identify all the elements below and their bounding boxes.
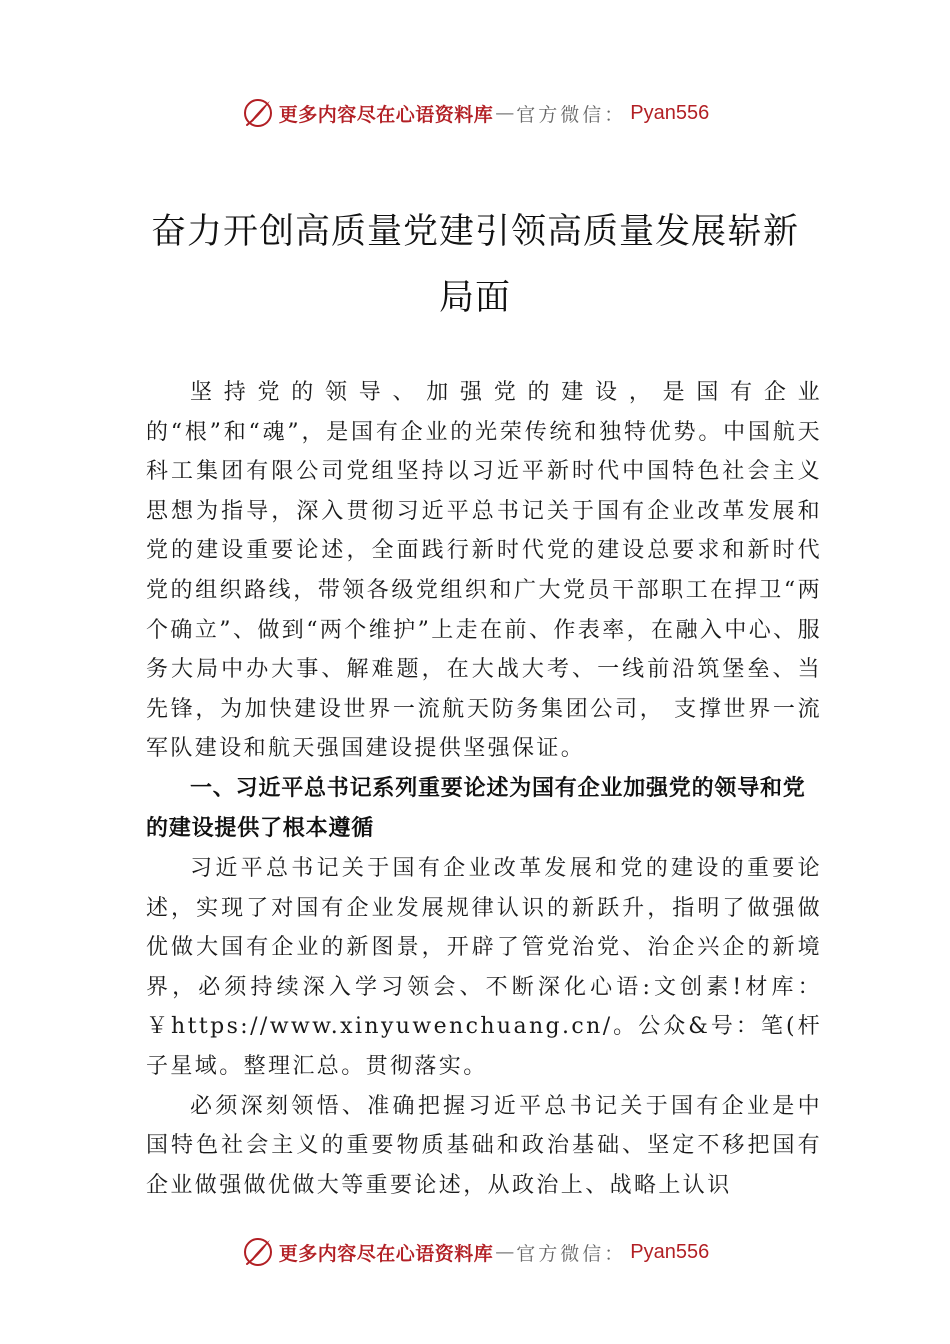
banner-wechat-id: Pyan556 — [630, 1240, 710, 1263]
section-heading-1: 一、习近平总书记系列重要论述为国有企业加强党的领导和党的建设提供了根本遵循 — [146, 775, 806, 841]
paragraph-section-1-b: 必须深刻领悟、准确把握习近平总书记关于国有企业是中国特色社会主义的重要物质基础和政治基础、坚定不移把国有企业做强做优做大等重要论述，从政治上、战略上认识 — [146, 1093, 822, 1198]
quill-pen-logo-icon — [241, 1235, 275, 1269]
header-watermark-banner — [0, 93, 950, 133]
banner-brand-text: 更多内容尽在心语资料库 — [278, 103, 494, 126]
banner-official-label: 官方微信： — [516, 103, 627, 126]
paragraph-intro: 坚持党的领导、加强党的建设，是国有企业的“根”和“魂”，是国有企业的光荣传统和独特优势。中国航天科工集团有限公司党组坚持以习近平新时代中国特色社会主义思想为指导，深入贯彻习近平总书记关于国有企业改革发展和党的建设重要论述，全面践行新时代党的建设总要求和新时代党的组织路线，带领各级党组织和广大党员干部职工在捍卫“两个确立”、做到“两个维护”上走在前、作表率，在融入中心、服务大局中办大事、解难题，在大战大考、一线前沿筑堡垒、当先锋，为加快建设世界一流航天防务集团公司， 支撑世界一流军队建设和航天强国建设提供坚强保证。 — [146, 380, 822, 762]
quill-pen-logo-icon — [241, 96, 275, 130]
document-title-line-1: 奋力开创高质量党建引领高质量发展崭新 — [150, 212, 799, 252]
document-title-line-2: 局面 — [438, 278, 511, 318]
banner-wechat-id: Pyan556 — [630, 101, 710, 124]
banner-dash: — — [495, 1241, 515, 1263]
paragraph-section-1-a: 习近平总书记关于国有企业改革发展和党的建设的重要论述，实现了对国有企业发展规律认识的新跃升，指明了做强做优做大国有企业的新图景，开辟了管党治党、治企兴企的新境界，必须持续深入学习领会、不断深化心语:文创素!材库：￥https://www.xinyuwenchuang.cn/。公众&号：笔(杆子星域。整理汇总。贯彻落实。 — [146, 855, 822, 1079]
banner-dash: — — [495, 102, 515, 124]
banner-official-label: 官方微信： — [516, 1242, 627, 1265]
document-body — [146, 373, 822, 1205]
banner-brand-text: 更多内容尽在心语资料库 — [278, 1242, 494, 1265]
footer-watermark-banner — [0, 1232, 950, 1272]
